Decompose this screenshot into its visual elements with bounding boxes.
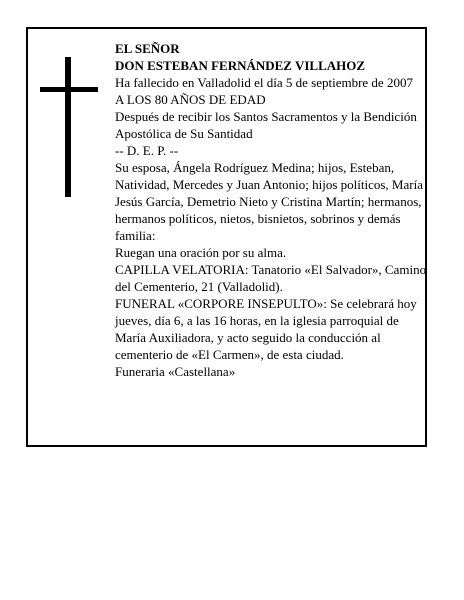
rip-line: -- D. E. P. --	[115, 143, 179, 158]
funeral-line: FUNERAL «CORPORE INSEPULTO»: Se celebrará hoy jueves, día 6, a las 16 horas, en la iglesia parroquial de María Auxiliadora, y acto seguido la conducción al cementerio de «El Carmen», de esta ciudad.	[115, 296, 417, 362]
cross-horizontal-bar	[40, 87, 98, 92]
prayer-line: Ruegan una oración por su alma.	[115, 245, 287, 260]
family-line: Su esposa, Ángela Rodríguez Medina; hijos, Esteban, Natividad, Mercedes y Juan Antonio; hijos políticos, María Jesús García, Demetrio Nieto y Cristina Martín; hermanos, hermanos políticos, nietos, bisnietos, sobrinos y demás familia:	[115, 160, 423, 243]
sacraments-line: Después de recibir los Santos Sacramentos y la Bendición Apostólica de Su Santidad	[115, 109, 417, 141]
age-line: A LOS 80 AÑOS DE EDAD	[115, 92, 266, 107]
cross-vertical-bar	[65, 57, 71, 197]
obituary-notice-frame	[26, 27, 427, 447]
deceased-name: DON ESTEBAN FERNÁNDEZ VILLAHOZ	[115, 58, 366, 73]
title-line-1: EL SEÑOR	[115, 41, 180, 56]
obituary-text	[115, 40, 427, 380]
funeral-home-line: Funeraria «Castellana»	[115, 364, 236, 379]
cross-icon	[40, 57, 98, 197]
wake-chapel-line: CAPILLA VELATORIA: Tanatorio «El Salvador», Camino del Cementerio, 21 (Valladolid).	[115, 262, 427, 294]
death-announcement: Ha fallecido en Valladolid el día 5 de septiembre de 2007	[115, 75, 413, 90]
